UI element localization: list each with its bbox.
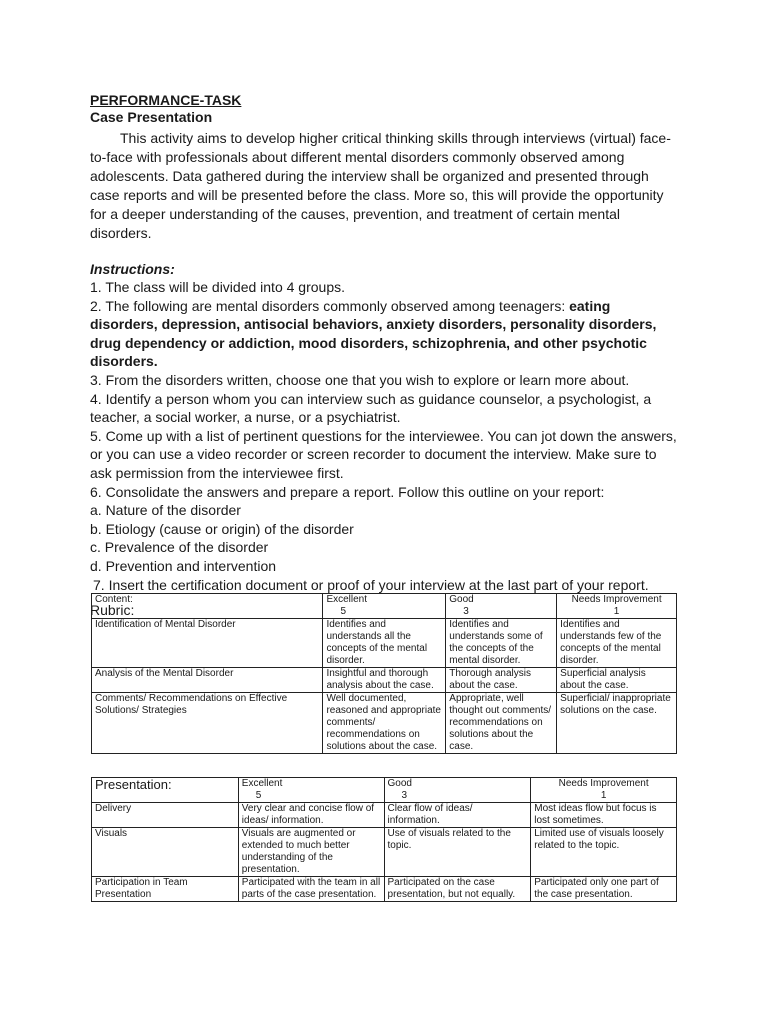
step-7: 7. Insert the certification document or proof of your interview at the last part of your report. <box>93 576 649 593</box>
criterion-cell: Analysis of the Mental Disorder <box>92 668 323 693</box>
document-title: PERFORMANCE-TASK <box>90 92 242 108</box>
step-6: 6. Consolidate the answers and prepare a report. Follow this outline on your report: <box>90 483 605 500</box>
excellent-cell: Visuals are augmented or extended to much better understanding of the presentation. <box>238 828 384 877</box>
step-5: 5. Come up with a list of pertinent questions for the interviewee. You can jot down the answers, or you can use a video recorder or screen recorder to document the interview. Make sure to ask permission from the interviewee first. <box>90 427 677 481</box>
good-cell: Identifies and understands some of the concepts of the mental disorder. <box>446 619 557 668</box>
header-excellent-label: Excellent <box>241 778 283 789</box>
criterion-cell: Comments/ Recommendations on Effective Solutions/ Strategies <box>92 693 323 754</box>
instructions-list <box>90 278 690 594</box>
needs-cell: Superficial analysis about the case. <box>557 668 677 693</box>
needs-cell: Identifies and understands few of the concepts of the mental disorder. <box>557 619 677 668</box>
step-4: 4. Identify a person whom you can interview such as guidance counselor, a psychologist, a teacher, a social worker, a nurse, or a psychiatrist. <box>90 390 652 426</box>
header-needs-points: 1 <box>600 790 607 801</box>
table-row <box>92 803 677 828</box>
step-3: 3. From the disorders written, choose one that you wish to explore or learn more about. <box>90 371 630 388</box>
header-good <box>384 778 531 803</box>
header-needs <box>557 594 677 619</box>
rubric-label: Rubric: <box>90 602 135 619</box>
table-row <box>92 668 677 693</box>
header-excellent-points: 5 <box>340 606 346 617</box>
header-good-points: 3 <box>401 790 408 801</box>
intro-paragraph: This activity aims to develop higher critical thinking skills through interviews (virtual) face-to-face with professionals about different mental disorders commonly observed among adolescents. Data gathered during the interview shall be organized and presented through case reports and will be presented before the class. More so, this will provide the opportunity for a deeper understanding of the causes, prevention, and treatment of certain mental disorders. <box>90 130 671 241</box>
excellent-cell: Participated with the team in all parts of the case presentation. <box>238 877 384 902</box>
header-excellent <box>323 594 446 619</box>
needs-cell: Participated only one part of the case presentation. <box>531 877 677 902</box>
table-row <box>92 828 677 877</box>
table-header-row <box>92 778 677 803</box>
step-6a: a. Nature of the disorder <box>90 502 241 519</box>
good-cell: Thorough analysis about the case. <box>446 668 557 693</box>
good-cell: Clear flow of ideas/ information. <box>384 803 531 828</box>
instructions-heading: Instructions: <box>90 261 175 277</box>
step-6c: c. Prevalence of the disorder <box>90 539 269 556</box>
criterion-cell: Delivery <box>92 803 239 828</box>
header-excellent <box>238 778 384 803</box>
needs-cell: Superficial/ inappropriate solutions on the case. <box>557 693 677 754</box>
header-needs-label: Needs Improvement <box>558 778 649 789</box>
good-cell: Use of visuals related to the topic. <box>384 828 531 877</box>
good-cell: Appropriate, well thought out comments/ recommendations on solutions about the case. <box>446 693 557 754</box>
document-page <box>90 92 690 619</box>
document-subtitle: Case Presentation <box>90 109 213 125</box>
needs-cell: Most ideas flow but focus is lost sometimes. <box>531 803 677 828</box>
criterion-cell: Visuals <box>92 828 239 877</box>
step-2 <box>90 297 680 371</box>
header-criterion: Content: <box>92 594 323 619</box>
header-needs-points: 1 <box>613 606 620 617</box>
header-needs-label: Needs Improvement <box>571 594 662 605</box>
header-excellent-points: 5 <box>255 790 262 801</box>
needs-cell: Limited use of visuals loosely related to the topic. <box>531 828 677 877</box>
excellent-cell: Insightful and thorough analysis about the case. <box>323 668 446 693</box>
step-6b: b. Etiology (cause or origin) of the disorder <box>90 520 354 537</box>
excellent-cell: Well documented, reasoned and appropriate comments/ recommendations on solutions about the case. <box>323 693 446 754</box>
header-good-label: Good <box>387 778 412 789</box>
criterion-cell: Participation in Team Presentation <box>92 877 239 902</box>
table-row <box>92 693 677 754</box>
step-2-lead: 2. The following are mental disorders commonly observed among teenagers: <box>90 297 570 314</box>
header-criterion: Presentation: <box>92 778 239 803</box>
header-good-points: 3 <box>463 606 469 617</box>
table-header-row <box>92 594 677 619</box>
excellent-cell: Very clear and concise flow of ideas/ information. <box>238 803 384 828</box>
excellent-cell: Identifies and understands all the concepts of the mental disorder. <box>323 619 446 668</box>
header-excellent-label: Excellent <box>326 594 368 605</box>
step-6d: d. Prevention and intervention <box>90 557 277 574</box>
content-rubric-table <box>91 593 677 754</box>
step-2-disorders: eating disorders, depression, antisocial behaviors, anxiety disorders, personality disorders, drug dependency or addiction, mood disorders, schizophrenia, and other psychotic disorders. <box>90 297 657 370</box>
header-needs <box>531 778 677 803</box>
step-1: 1. The class will be divided into 4 groups. <box>90 279 345 295</box>
table-row <box>92 877 677 902</box>
header-good-label: Good <box>449 594 474 605</box>
good-cell: Participated on the case presentation, but not equally. <box>384 877 531 902</box>
header-good <box>446 594 557 619</box>
presentation-rubric-table <box>91 777 677 902</box>
table-row <box>92 619 677 668</box>
criterion-cell: Identification of Mental Disorder <box>92 619 323 668</box>
